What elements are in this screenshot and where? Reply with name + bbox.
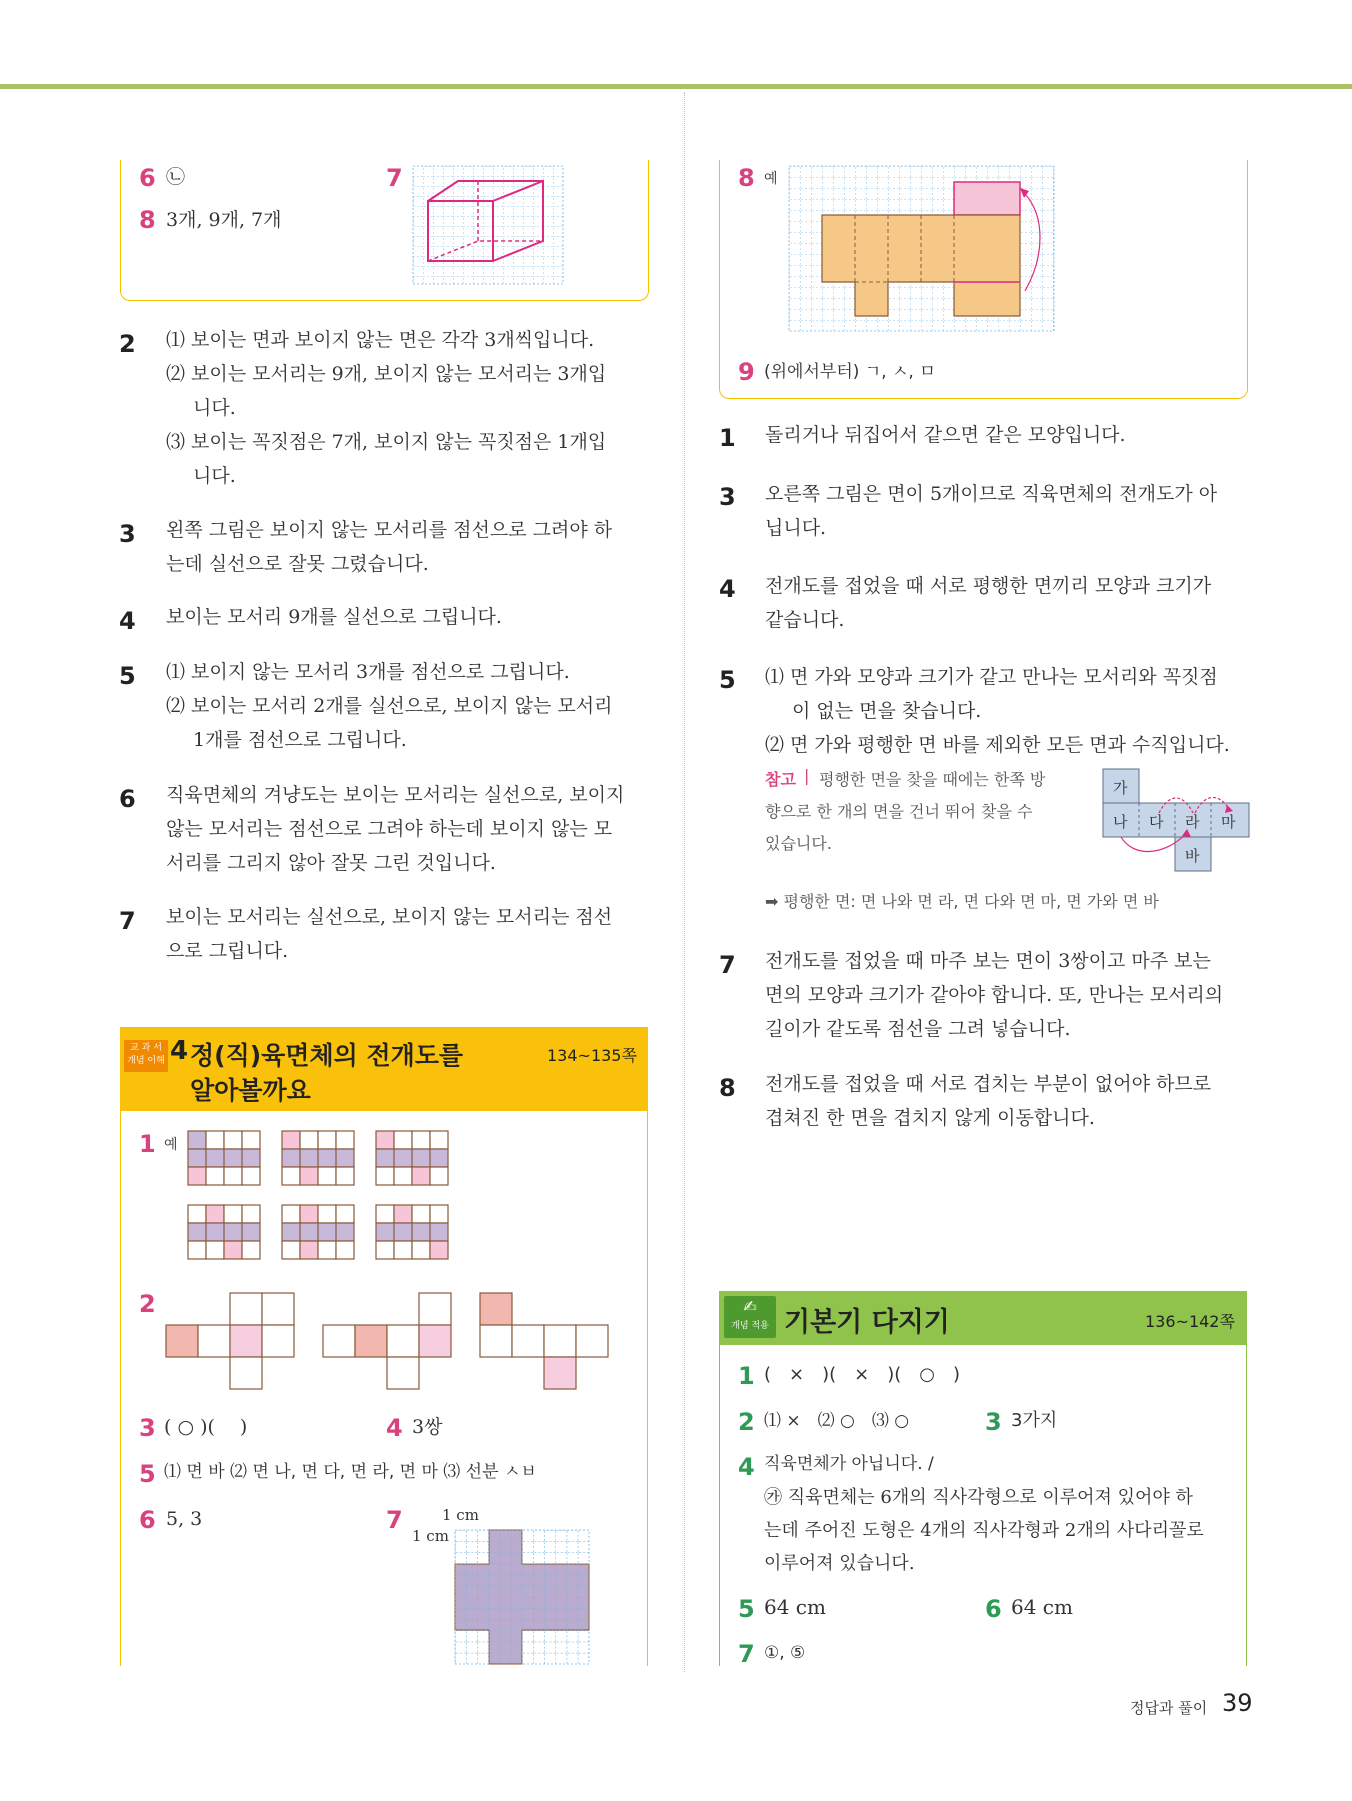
cuboid-nets-figure [166, 1293, 610, 1393]
section-title-line1: 정(직)육면체의 전개도를 [190, 1041, 464, 1070]
item-number: 5 [139, 1460, 156, 1488]
item-number: 2 [139, 1290, 156, 1318]
explanation-line: 겹쳐진 한 면을 겹치지 않게 이동합니다. [765, 1107, 1095, 1129]
explanation-line: 1개를 점선으로 그립니다. [193, 729, 407, 751]
item-number: 7 [386, 164, 403, 192]
item-number: 4 [738, 1453, 755, 1481]
page-number: 39 [1222, 1689, 1253, 1717]
item-number: 1 [719, 424, 736, 452]
textbook-badge [124, 1040, 168, 1072]
item-number: 5 [719, 666, 736, 694]
pencil-icon: ✍ [743, 1297, 757, 1316]
answer-text: 3가지 [1011, 1410, 1058, 1431]
footer-label: 정답과 풀이 [1130, 1699, 1208, 1717]
explanation-line: 오른쪽 그림은 면이 5개이므로 직육면체의 전개도가 아 [765, 483, 1218, 505]
explanation-line: ⑶ 보이는 꼭짓점은 7개, 보이지 않는 꼭짓점은 1개입 [166, 431, 607, 453]
explanation-line: 이 없는 면을 찾습니다. [792, 700, 982, 722]
explanation-line: 같습니다. [765, 609, 845, 631]
item-number: 6 [139, 1506, 156, 1534]
badge-top-text: 교 과 서 [130, 1043, 162, 1053]
explanation-line: 는데 실선으로 잘못 그렸습니다. [166, 553, 429, 575]
explanation-line: 직육면체의 겨냥도는 보이는 모서리는 실선으로, 보이지 [166, 784, 625, 806]
answer-line: 이루어져 있습니다. [764, 1553, 915, 1574]
note-separator: | [804, 766, 810, 785]
answer-text: 64 cm [1011, 1595, 1073, 1619]
answer-text: ( ○ )( ) [164, 1416, 248, 1438]
face-label: 가 [1113, 779, 1128, 797]
item-number: 3 [985, 1408, 1002, 1436]
item-number: 8 [139, 206, 156, 234]
section-border [1246, 1345, 1247, 1666]
section-pages: 134~135쪽 [547, 1046, 637, 1065]
face-label: 나 [1113, 813, 1128, 831]
face-label: 라 [1185, 813, 1200, 831]
answer-text: 3쌍 [412, 1416, 443, 1438]
section-number: 4 [170, 1036, 189, 1066]
explanation-line: ⑴ 보이지 않는 모서리 3개를 점선으로 그립니다. [166, 661, 570, 683]
explanation-line: 전개도를 접었을 때 서로 평행한 면끼리 모양과 크기가 [765, 575, 1212, 597]
item-number: 7 [738, 1640, 755, 1668]
cube-nets-figure [188, 1131, 458, 1267]
explanation-line: 니다. [193, 397, 236, 419]
cuboid-grid-figure [413, 166, 563, 284]
answer-text: ㉡ [166, 166, 186, 188]
explanation-line: 전개도를 접었을 때 마주 보는 면이 3쌍이고 마주 보는 [765, 950, 1211, 972]
item-number: 8 [719, 1074, 736, 1102]
item-number: 3 [119, 520, 136, 548]
item-number: 8 [738, 164, 755, 192]
unit-label-top: 1 cm [442, 1506, 479, 1524]
section-pages: 136~142쪽 [1145, 1312, 1235, 1331]
example-mark: 예 [764, 171, 778, 187]
answer-line: 는데 주어진 도형은 4개의 직사각형과 2개의 사다리꼴로 [764, 1520, 1204, 1541]
net-move-grid-figure [789, 166, 1054, 331]
explanation-line: 않는 모서리는 점선으로 그려야 하는데 보이지 않는 모 [166, 818, 613, 840]
explanation-line: ⑴ 보이는 면과 보이지 않는 면은 각각 3개씩입니다. [166, 329, 595, 351]
item-number: 6 [139, 164, 156, 192]
answer-line: 직육면체가 아닙니다. / [764, 1454, 934, 1474]
section-title-line2: 알아볼까요 [190, 1076, 311, 1105]
explanation-line: 닙니다. [765, 517, 827, 539]
item-number: 5 [119, 662, 136, 690]
explanation-line: 서리를 그리지 않아 잘못 그린 것입니다. [166, 852, 496, 874]
explanation-line: 길이가 같도록 점선을 그려 넣습니다. [765, 1018, 1071, 1040]
note-line: 향으로 한 개의 면을 건너 뛰어 찾을 수 [765, 802, 1033, 821]
face-label: 마 [1221, 813, 1236, 831]
explanation-line: ⑴ 면 가와 모양과 크기가 같고 만나는 모서리와 꼭짓점 [765, 666, 1218, 688]
explanation-line: 면의 모양과 크기가 같아야 합니다. 또, 만나는 모서리의 [765, 984, 1224, 1006]
section-title: 기본기 다지기 [784, 1307, 950, 1338]
explanation-line: ⑵ 면 가와 평행한 면 바를 제외한 모든 면과 수직입니다. [765, 734, 1230, 756]
explanation-line: 보이는 모서리 9개를 실선으로 그립니다. [166, 606, 502, 628]
item-number: 4 [386, 1414, 403, 1442]
badge-bottom-text: 개념 이해 [127, 1056, 165, 1066]
item-number: 4 [719, 575, 736, 603]
example-mark: 예 [164, 1137, 178, 1153]
note-line: 평행한 면을 찾을 때에는 한쪽 방 [819, 770, 1046, 789]
item-number: 6 [985, 1595, 1002, 1623]
item-number: 3 [719, 483, 736, 511]
item-number: 7 [119, 907, 136, 935]
item-number: 1 [738, 1362, 755, 1390]
explanation-line: ⑵ 보이는 모서리는 9개, 보이지 않는 모서리는 3개입 [166, 363, 607, 385]
explanation-line: 으로 그립니다. [166, 940, 289, 962]
item-number: 9 [738, 358, 755, 386]
answer-text: 3개, 9개, 7개 [166, 209, 282, 231]
answer-text: ①, ⑤ [764, 1643, 806, 1663]
answer-text: ⑴ × ⑵ ○ ⑶ ○ [764, 1411, 910, 1431]
note-result: ➡ 평행한 면: 면 나와 면 라, 면 다와 면 마, 면 가와 면 바 [765, 892, 1159, 911]
item-number: 7 [386, 1506, 403, 1534]
item-number: 2 [738, 1408, 755, 1436]
item-number: 3 [139, 1414, 156, 1442]
section-border [647, 1111, 648, 1666]
face-label: 다 [1149, 813, 1164, 831]
answer-text: (위에서부터) ㄱ, ㅅ, ㅁ [764, 362, 936, 382]
explanation-line: 전개도를 접었을 때 서로 겹치는 부분이 없어야 하므로 [765, 1073, 1212, 1095]
explanation-line: 보이는 모서리는 실선으로, 보이지 않는 모서리는 점선 [166, 906, 613, 928]
item-number: 7 [719, 951, 736, 979]
answer-text: ( × )( × )( ○ ) [764, 1364, 961, 1385]
answer-text: ⑴ 면 바 ⑵ 면 나, 면 다, 면 라, 면 마 ⑶ 선분 ㅅㅂ [164, 1462, 537, 1482]
explanation-line: 돌리거나 뒤집어서 같으면 같은 모양입니다. [765, 424, 1126, 446]
item-number: 6 [119, 785, 136, 813]
unit-label-left: 1 cm [412, 1527, 449, 1545]
answer-text: 5, 3 [166, 1508, 203, 1530]
item-number: 4 [119, 607, 136, 635]
item-number: 5 [738, 1595, 755, 1623]
section-border [719, 1345, 720, 1666]
column-divider [684, 92, 685, 1672]
explanation-line: 왼쪽 그림은 보이지 않는 모서리를 점선으로 그려야 하 [166, 519, 613, 541]
answer-line: ㉮ 직육면체는 6개의 직사각형으로 이루어져 있어야 하 [764, 1487, 1193, 1508]
apply-badge [724, 1296, 776, 1338]
note-label: 참고 [765, 770, 796, 789]
face-label: 바 [1185, 847, 1200, 865]
item-number: 2 [119, 330, 136, 358]
explanation-line: ⑵ 보이는 모서리 2개를 실선으로, 보이지 않는 모서리 [166, 695, 613, 717]
note-line: 있습니다. [765, 834, 832, 853]
top-rule [0, 84, 1352, 89]
cross-net-grid-figure [455, 1530, 589, 1664]
answer-text: 64 cm [764, 1595, 826, 1619]
badge-text: 개념 적용 [731, 1321, 769, 1331]
item-number: 1 [139, 1130, 156, 1158]
explanation-line: 니다. [193, 465, 236, 487]
section-border [120, 1111, 121, 1666]
